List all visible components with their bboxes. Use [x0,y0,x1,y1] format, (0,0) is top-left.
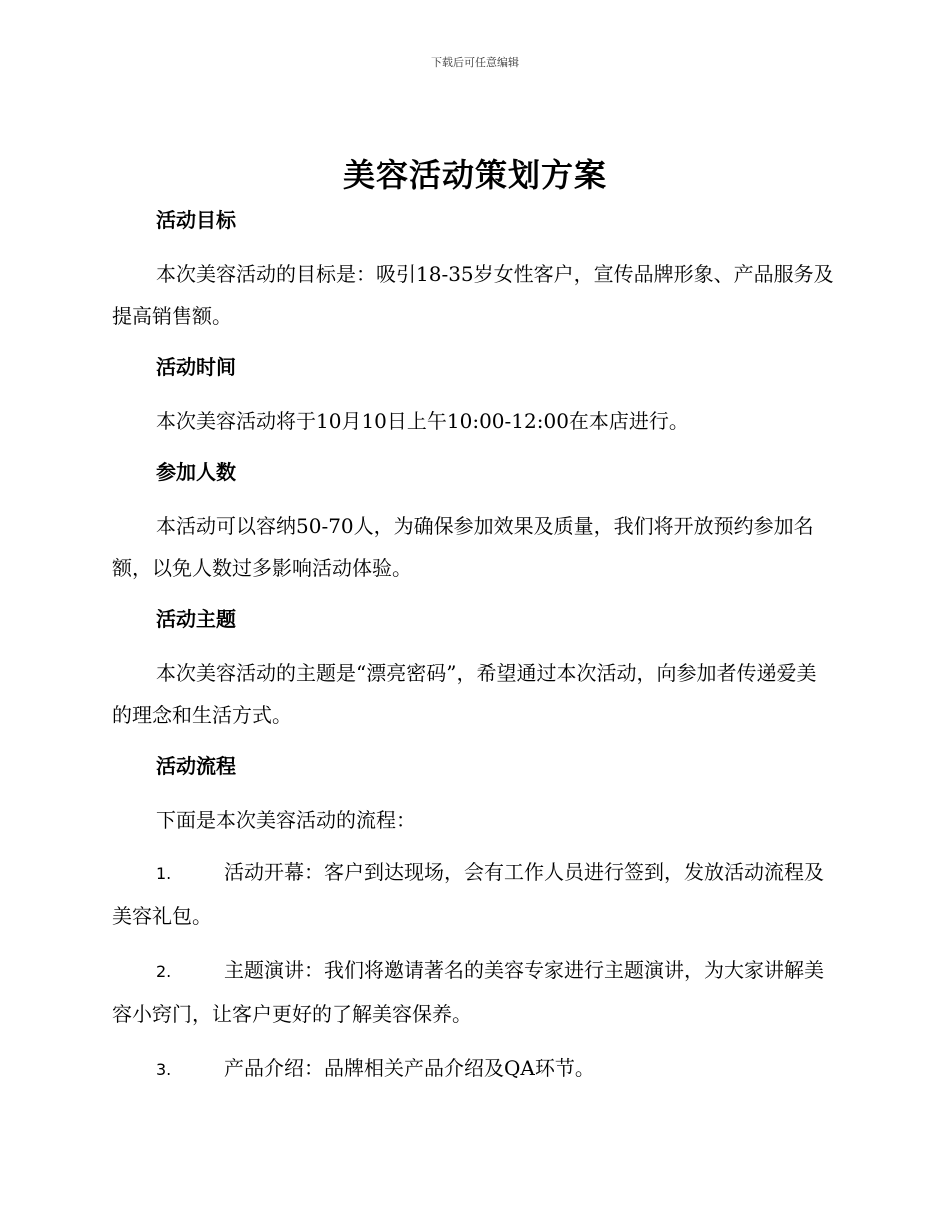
page-header-note: 下载后可任意编辑 [431,56,519,69]
section-paragraph-goal: 本次美容活动的目标是：吸引18-35岁女性客户，宣传品牌形象、产品服务及提高销售额。 [112,262,834,328]
list-item-text: 活动开幕：客户到达现场，会有工作人员进行签到，发放活动流程及美容礼包。 [112,860,824,928]
section-heading-goal: 活动目标 [156,208,236,232]
section-paragraph-participants: 本活动可以容纳50-70人，为确保参加效果及质量，我们将开放预约参加名额，以免人数过多影响活动体验。 [112,514,814,580]
section-heading-theme: 活动主题 [156,607,236,631]
document-body [112,200,834,1103]
list-item [112,851,834,937]
list-item-number: 1. [156,864,172,883]
section-paragraph-process: 下面是本次美容活动的流程： [156,808,416,832]
section-paragraph-time: 本次美容活动将于10月10日上午10:00-12:00在本店进行。 [156,409,689,433]
document-title: 美容活动策划方案 [342,156,607,194]
list-item [112,1047,834,1091]
section-paragraph-theme: 本次美容活动的主题是“漂亮密码”，希望通过本次活动，向参加者传递爱美的理念和生活方式。 [112,661,817,727]
section-heading-process: 活动流程 [156,754,236,778]
list-item [112,949,834,1035]
section-heading-participants: 参加人数 [156,460,236,484]
list-item-number: 3. [156,1060,172,1079]
list-item-text: 产品介绍：品牌相关产品介绍及QA环节。 [224,1056,595,1080]
list-item-number: 2. [156,962,172,981]
section-heading-time: 活动时间 [156,355,236,379]
list-item-text: 主题演讲：我们将邀请著名的美容专家进行主题演讲，为大家讲解美容小窍门，让客户更好的了解美容保养。 [112,958,824,1026]
